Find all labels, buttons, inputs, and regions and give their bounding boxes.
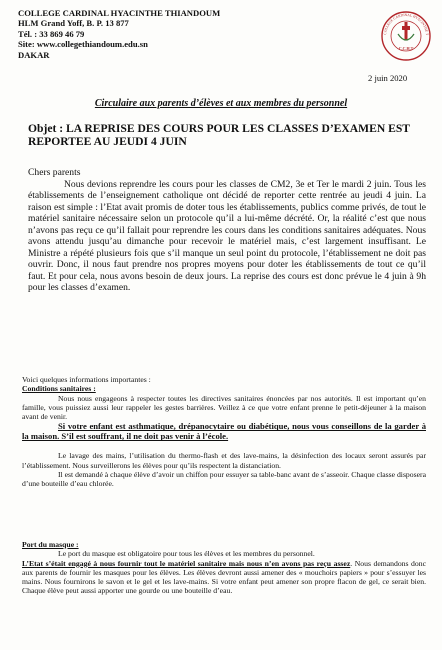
masque-heading: Port du masque : bbox=[22, 540, 79, 549]
masque-paragraph-2-rest: . Nous demandons donc aux parents de fournir les masques pour les élèves. Les élèves devront aussi amener des « mouchoirs papiers » pour s’essuyer les mains. Nous fournirons le savon et le gel et les lave-mains. Si votre enfant peut amener son propre flacon de gel, ce serait bien. Chaque élève peut aussi apporter une gourde ou une bouteille d’eau. bbox=[22, 558, 426, 596]
circular-date: 2 juin 2020 bbox=[368, 73, 408, 83]
conditions-heading: Conditions sanitaires : bbox=[22, 384, 96, 394]
masque-section bbox=[22, 540, 426, 596]
greeting: Chers parents bbox=[28, 167, 81, 178]
conditions-paragraph-1: Nous nous engageons à respecter toutes les directives sanitaires énoncées par nos autorités. Il est important qu’en famille, vous puissiez aussi leur rappeler les gestes barrières. Veillez à ce que votre enfant prenne le petit-déjeuner à la maison avant de venir. bbox=[22, 393, 426, 422]
masque-paragraph-2-bold: L’Etat s’était engagé à nous fournir tout le matériel sanitaire mais nous n’en avons pas reçu assez bbox=[22, 558, 351, 568]
school-address: HLM Grand Yoff, B. P. 13 877 bbox=[18, 18, 129, 29]
main-paragraph: Nous devions reprendre les cours pour les classes de CM2, 3e et Ter le mardi 2 juin. Tous les établissements de l’enseignement catholique ont décidé de reporter cette rentrée au jeudi 4 juin. La raison est simple : l’Etat avait promis de doter tous les établissements, publics comme privés, de tout le matériel sanitaire nécessaire selon un protocole qu’il a lui-même décrété. Or, la réalité c’est que nous n’avons pas reçu ce qu’il fallait pour reprendre les cours dans les conditions sanitaires adéquates. Nous avons attendu jusqu’au dimanche pour recevoir le matériel mais, c’est largement insuffisant. Le Ministre a répété plusieurs fois que s’il manque un seul point du protocole, l’établissement ne doit pas ouvrir. Donc, il nous faut prendre nos propres moyens pour doter les établissements de tout ce qu’il faut. Et pour cela, nous avons besoin de deux jours. La reprise des cours est donc prévue le 4 juin à 9h pour les classes d’examen. bbox=[28, 178, 426, 293]
conditions-paragraph-3: Le lavage des mains, l’utilisation du thermo-flash et des lave-mains, la désinfection des locaux seront assurés par l’établissement. Nous surveillerons les élèves pour qu’ils respectent la distanciation. bbox=[22, 451, 426, 470]
svg-text:C.C.H.T: C.C.H.T bbox=[398, 46, 414, 51]
masque-paragraph-1: Le port du masque est obligatoire pour tous les élèves et les membres du personnel. bbox=[58, 549, 315, 559]
school-phone: Tél. : 33 869 46 79 bbox=[18, 28, 85, 39]
info-section bbox=[22, 375, 426, 489]
conditions-paragraph-4: Il est demandé à chaque élève d’avoir un chiffon pour essuyer sa table-banc avant de s’asseoir. Chaque classe disposera d’une bouteille d’eau chlorée. bbox=[22, 470, 426, 489]
info-intro: Voici quelques informations importantes : bbox=[22, 375, 151, 384]
school-website: Site: www.collegethiandoum.edu.sn bbox=[18, 39, 148, 50]
conditions-paragraph-2: Si votre enfant est asthmatique, drépanocytaire ou diabétique, nous vous conseillons de la garder à la maison. S’il est souffrant, il ne doit pas venir à l’école. bbox=[22, 421, 426, 442]
svg-text:COLLEGE CARDINAL HYACINTHE THI: COLLEGE CARDINAL HYACINTHE T bbox=[383, 12, 430, 36]
main-letter bbox=[28, 167, 426, 294]
school-city: DAKAR bbox=[18, 49, 50, 60]
school-header bbox=[18, 8, 220, 60]
school-logo-seal bbox=[380, 6, 432, 68]
subject-line: Objet : LA REPRISE DES COURS POUR LES CLASSES D’EXAMEN EST REPORTEE AU JEUDI 4 JUIN bbox=[28, 122, 410, 149]
school-name: COLLEGE CARDINAL HYACINTHE THIANDOUM bbox=[18, 8, 221, 18]
circular-title: Circulaire aux parents d’élèves et aux membres du personnel bbox=[94, 98, 348, 109]
